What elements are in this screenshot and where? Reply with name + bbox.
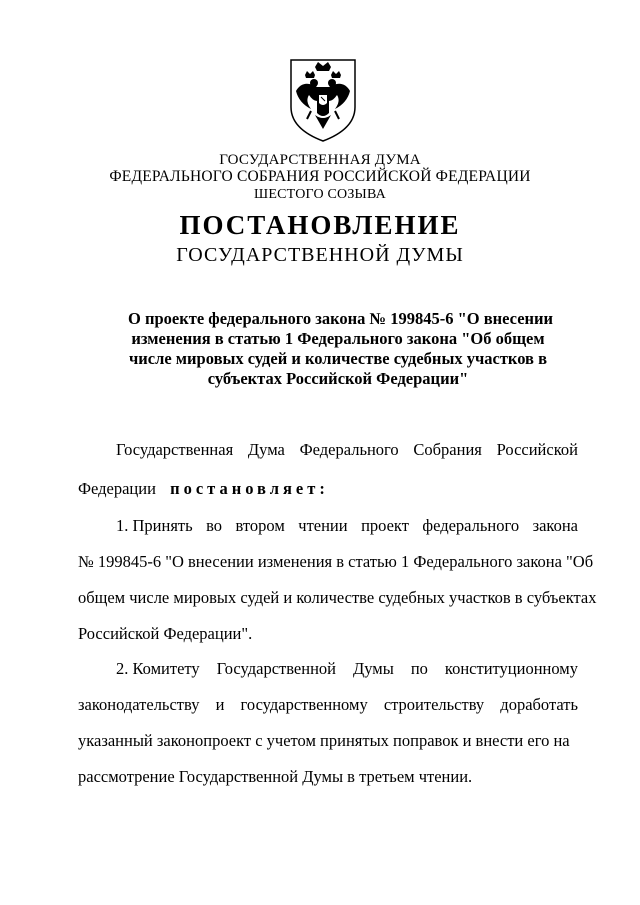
item2-word: по (410, 659, 428, 678)
document-issuer: ГОСУДАРСТВЕННОЙ ДУМЫ (176, 244, 464, 266)
preamble-word: Собрания (413, 440, 482, 459)
subject-line: субъектах Российской Федерации" (207, 369, 469, 388)
item1-word: чтении (298, 516, 348, 535)
item1-word: во (206, 516, 223, 535)
item1-word: 1. Принять (116, 516, 193, 535)
item2-word: Государственной (216, 659, 336, 678)
item2-line-2 (78, 695, 578, 715)
item2-word: и (215, 695, 225, 714)
item1-line-2: № 199845-6 "О внесении изменения в статью 1 Федерального закона "Об (78, 552, 594, 571)
item1-line-1 (116, 516, 578, 536)
org-line-2: ФЕДЕРАЛЬНОГО СОБРАНИЯ РОССИЙСКОЙ ФЕДЕРАЦИИ (109, 168, 531, 185)
item2-word: строительству (383, 695, 485, 714)
item2-word: 2. Комитету (116, 659, 200, 678)
document-type-title: ПОСТАНОВЛЕНИЕ (179, 210, 461, 240)
item1-word: проект (361, 516, 409, 535)
resolution-verb: постановляет: (170, 479, 329, 498)
item2-line-3: указанный законопроект с учетом принятых поправок и внести его на (78, 731, 570, 750)
item2-word: доработать (500, 695, 578, 714)
preamble-word: Государственная (116, 440, 234, 459)
preamble-line-1 (116, 440, 578, 460)
item2-word: Думы (353, 659, 394, 678)
subject-line: изменения в статью 1 Федерального закона "Об общем (131, 329, 545, 348)
item1-word: федерального (422, 516, 520, 535)
item1-word: закона (532, 516, 578, 535)
item1-line-3: общем числе мировых судей и количестве судебных участков в субъектах (78, 588, 597, 607)
item1-word: втором (235, 516, 285, 535)
item2-word: законодательству (78, 695, 200, 714)
item2-word: конституционному (444, 659, 578, 678)
item2-line-4: рассмотрение Государственной Думы в третьем чтении. (78, 767, 473, 786)
preamble-word: Федерального (299, 440, 399, 459)
item2-line-1 (116, 659, 578, 679)
item1-line-4: Российской Федерации". (78, 624, 253, 643)
org-line-1: ГОСУДАРСТВЕННАЯ ДУМА (219, 152, 421, 168)
preamble-word: Российской (496, 440, 578, 459)
org-line-3: ШЕСТОГО СОЗЫВА (254, 187, 386, 202)
subject-line: О проекте федерального закона № 199845-6 "О внесении (128, 309, 554, 328)
preamble-prefix: Федерации (78, 479, 156, 498)
item2-word: государственному (240, 695, 368, 714)
document-subject (128, 309, 554, 389)
coat-of-arms-emblem-icon (287, 57, 359, 143)
preamble-word: Дума (247, 440, 285, 459)
preamble-line-2 (78, 479, 578, 499)
subject-line: числе мировых судей и количестве судебных участков в (128, 349, 548, 368)
